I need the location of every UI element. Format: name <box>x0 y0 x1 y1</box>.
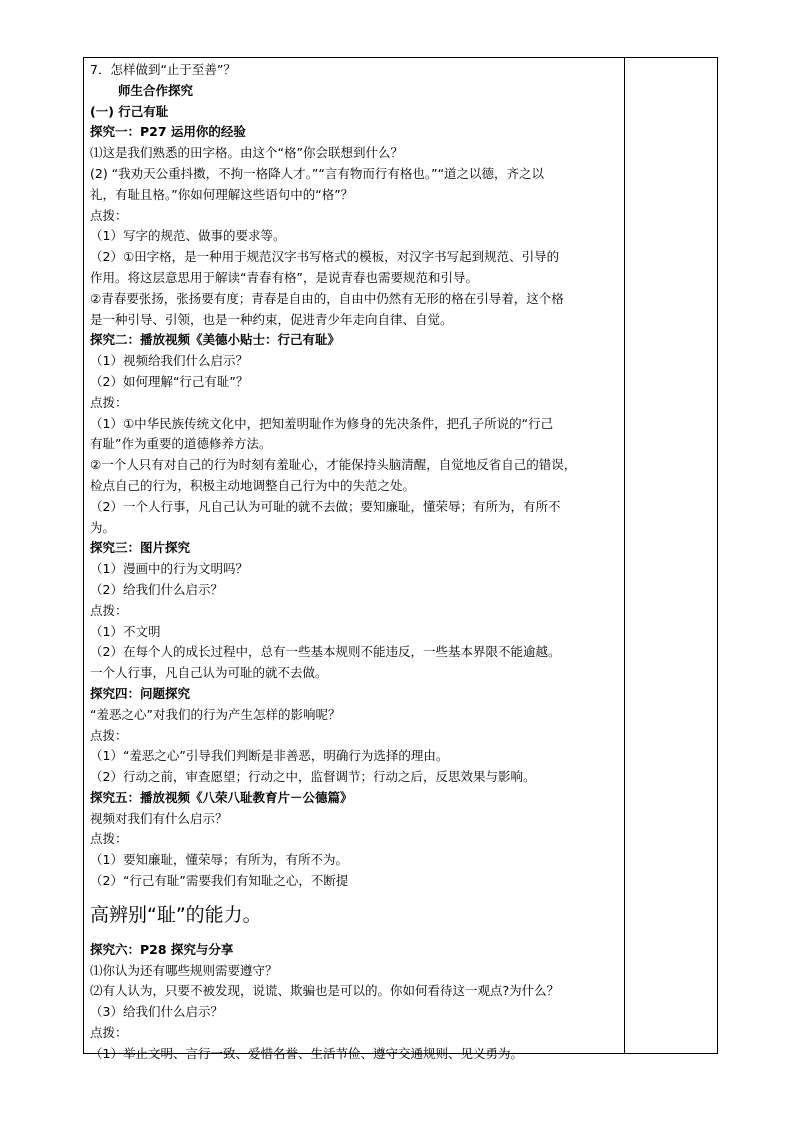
text-line: 点拨： <box>90 1025 128 1041</box>
text-line: （2）“行己有耻”需要我们有知耻之心，不断提 <box>90 873 349 889</box>
text-line: （1）视频给我们什么启示？ <box>90 353 248 369</box>
text-line: 检点自己的行为，积极主动地调整自己行为中的失范之处。 <box>90 477 416 493</box>
text-line: （1）漫画中的行为文明吗？ <box>90 561 248 577</box>
text-line: 探究六：P28 探究与分享 <box>90 941 234 957</box>
text-line: 一个人行事，凡自己认为可耻的就不去做。 <box>90 665 328 681</box>
text-line: 视频对我们有什么启示？ <box>90 810 228 826</box>
text-line: （1）要知廉耻，懂荣辱；有所为，有所不为。 <box>90 852 348 868</box>
text-line: ⑴你认为还有哪些规则需要遵守？ <box>90 962 278 978</box>
notes-column <box>625 58 717 1053</box>
text-line: （1）写字的规范、做事的要求等。 <box>90 228 286 244</box>
text-line: （2）如何理解“行己有耻”？ <box>90 373 249 389</box>
text-line: ⑴这是我们熟悉的田字格。由这个“格”你会联想到什么？ <box>90 145 403 161</box>
text-line: 7．怎样做到“止于至善”？ <box>90 62 236 77</box>
text-line: （2）一个人行事，凡自己认为可耻的就不去做；要知廉耻，懂荣辱；有所为，有所不 <box>90 498 561 514</box>
text-line: （2）在每个人的成长过程中，总有一些基本规则不能违反，一些基本界限不能逾越。 <box>90 644 561 660</box>
text-line: 礼，有耻且格。”你如何理解这些语句中的“格”？ <box>90 186 354 202</box>
text-line: （2）行动之前，审查愿望；行动之中，监督调节；行动之后，反思效果与影响。 <box>90 769 536 785</box>
text-line: ②青春要张扬，张扬要有度；青春是自由的，自由中仍然有无形的格在引导着，这个格 <box>90 290 564 306</box>
text-line: （1）“羞恶之心”引导我们判断是非善恶，明确行为选择的理由。 <box>90 748 449 764</box>
text-line: ②一个人只有对自己的行为时刻有羞耻心，才能保持头脑清醒，自觉地反省自己的错误， <box>90 457 577 473</box>
text-line: “羞恶之心”对我们的行为产生怎样的影响呢？ <box>90 706 341 722</box>
text-line: ⑵有人认为，只要不被发现，说谎、欺骗也是可以的。你如何看待这一观点?为什么？ <box>90 983 560 999</box>
text-line: 探究五：播放视频《八荣八耻教育片－公德篇》 <box>90 789 353 805</box>
text-line: (一) 行己有耻 <box>90 103 169 119</box>
text-line: （1）①中华民族传统文化中，把知羞明耻作为修身的先决条件，把孔子所说的“行己 <box>90 415 554 431</box>
text-line: 点拨： <box>90 727 128 743</box>
text-line: （3）给我们什么启示？ <box>90 1004 223 1020</box>
text-line: 为。 <box>90 519 116 535</box>
text-line: 有耻”作为重要的道德修养方法。 <box>90 436 272 452</box>
text-line: 高辨别“耻”的能力。 <box>90 903 262 926</box>
text-line: （2）给我们什么启示？ <box>90 581 223 597</box>
text-line: 探究四：问题探究 <box>90 685 191 701</box>
text-line: 是一种引导、引领，也是一种约束，促进青少年走向自律、自觉。 <box>90 311 453 327</box>
text-line: 点拨： <box>90 207 128 223</box>
lesson-table <box>83 57 718 1061</box>
text-line: （1）不文明 <box>90 623 161 639</box>
text-line: 探究三：图片探究 <box>90 540 191 556</box>
text-line: (2) “我劝天公重抖擞，不拘一格降人才。”“言有物而行有格也。”“道之以德，齐之以 <box>90 165 545 181</box>
text-line: 探究一：P27 运用你的经验 <box>90 124 246 140</box>
text-line: 点拨： <box>90 831 128 847</box>
text-line: 点拨： <box>90 602 128 618</box>
text-line: （2）①田字格，是一种用于规范汉字书写格式的模板，对汉字书写起到规范、引导的 <box>90 249 560 265</box>
text-line: 师生合作探究 <box>118 82 194 98</box>
text-line: （1）举止文明、言行一致、爱惜名誉、生活节俭、遵守交通规则、见义勇为。 <box>90 1045 523 1061</box>
text-line: 点拨： <box>90 394 128 410</box>
text-line: 作用。将这层意思用于解读“青春有格”，是说青春也需要规范和引导。 <box>90 269 478 285</box>
main-content-cell <box>90 60 620 1065</box>
text-line: 探究二：播放视频《美德小贴士：行己有耻》 <box>90 332 341 348</box>
